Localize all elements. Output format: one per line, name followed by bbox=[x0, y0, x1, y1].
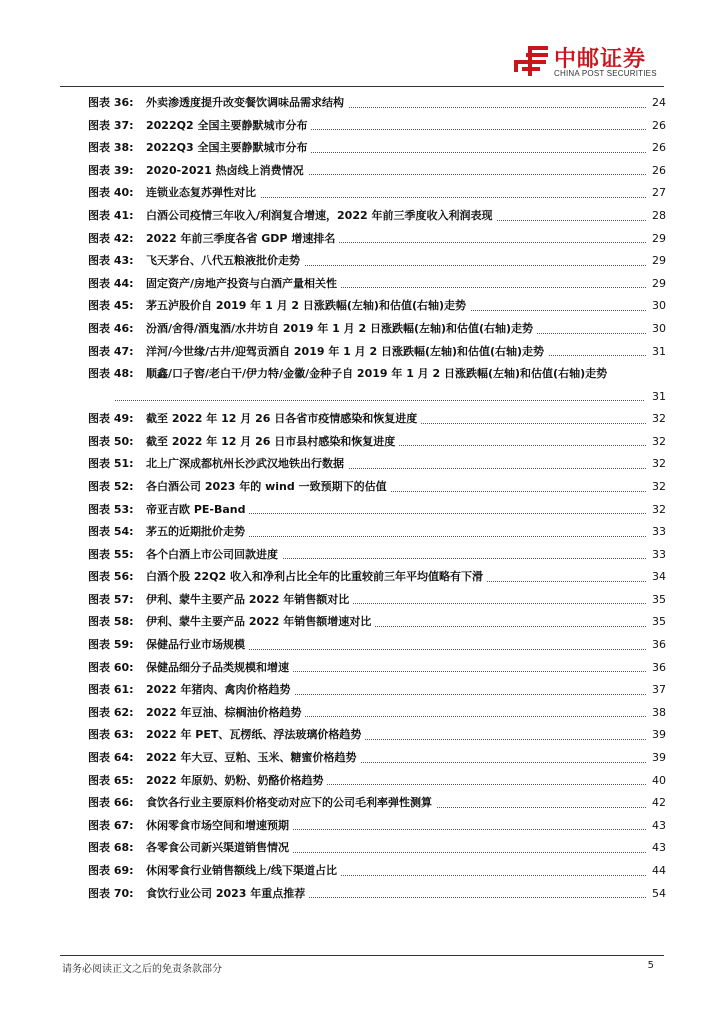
toc-entry-page: 36 bbox=[652, 660, 666, 674]
toc-entry-label: 图表 49: bbox=[88, 412, 134, 426]
toc-entry-label: 图表 52: bbox=[88, 479, 134, 493]
toc-entry-label: 图表 58: bbox=[88, 615, 134, 629]
toc-entry-label: 图表 51: bbox=[88, 457, 134, 471]
toc-entry-title-wrap bbox=[146, 521, 646, 544]
toc-entry-title-wrap bbox=[146, 544, 646, 567]
toc-entry-label: 图表 42: bbox=[88, 231, 134, 245]
toc-entry-page: 44 bbox=[652, 864, 666, 877]
toc-entry-title-wrap bbox=[146, 115, 646, 138]
toc-entry[interactable] bbox=[88, 341, 666, 364]
toc-entry-label: 图表 61: bbox=[88, 683, 134, 697]
toc-entry[interactable] bbox=[88, 273, 666, 296]
toc-entry-page: 32 bbox=[652, 479, 666, 493]
toc-entry-page: 32 bbox=[652, 502, 666, 516]
toc-entry-label: 图表 68: bbox=[88, 841, 134, 855]
toc-entry-page: 32 bbox=[652, 434, 666, 448]
toc-entry-title-wrap bbox=[146, 702, 646, 725]
toc-entry-label: 图表 41: bbox=[88, 208, 134, 222]
toc-entry-title: 休闲零食行业销售额线上/线下渠道占比 bbox=[146, 864, 341, 877]
toc-entry-page: 28 bbox=[652, 208, 666, 222]
company-logo bbox=[512, 42, 662, 82]
toc-entry-label: 图表 54: bbox=[88, 525, 134, 539]
toc-entry[interactable] bbox=[88, 544, 666, 567]
toc-entry[interactable] bbox=[88, 634, 666, 657]
toc-entry-page: 27 bbox=[652, 186, 666, 200]
toc-entry-label: 图表 55: bbox=[88, 547, 134, 561]
toc-entry-title-wrap bbox=[146, 250, 646, 273]
toc-entry-label: 图表 69: bbox=[88, 864, 134, 877]
toc-entry-title-wrap bbox=[146, 137, 646, 160]
toc-entry[interactable] bbox=[88, 318, 666, 341]
toc-entry-page: 43 bbox=[652, 841, 666, 855]
toc-entry-label: 图表 70: bbox=[88, 886, 134, 900]
toc-entry-page: 32 bbox=[652, 457, 666, 471]
toc-entry-page: 32 bbox=[652, 412, 666, 426]
toc-entry-label: 图表 60: bbox=[88, 660, 134, 674]
toc-entry-label: 图表 40: bbox=[88, 186, 134, 200]
toc-entry[interactable] bbox=[88, 363, 666, 408]
toc-entry-title: 2022 年原奶、奶粉、奶酪价格趋势 bbox=[146, 774, 327, 787]
toc-entry-title: 2022 年前三季度各省 GDP 增速排名 bbox=[146, 232, 339, 245]
toc-entry[interactable] bbox=[88, 228, 666, 251]
toc-entry[interactable] bbox=[88, 408, 666, 431]
toc-entry[interactable] bbox=[88, 521, 666, 544]
toc-entry-page: 26 bbox=[652, 163, 666, 177]
toc-entry-title: 伊利、蒙牛主要产品 2022 年销售额对比 bbox=[146, 593, 353, 606]
toc-entry-label: 图表 62: bbox=[88, 705, 134, 719]
toc-entry-title: 汾酒/舍得/酒鬼酒/水井坊自 2019 年 1 月 2 日涨跌幅(左轴)和估值(右轴)走势 bbox=[146, 322, 537, 335]
toc-entry-label: 图表 50: bbox=[88, 434, 134, 448]
toc-entry-label: 图表 66: bbox=[88, 796, 134, 810]
toc-entry-title: 2022Q2 全国主要静默城市分布 bbox=[146, 119, 311, 132]
toc-entry[interactable] bbox=[88, 182, 666, 205]
toc-entry-label: 图表 57: bbox=[88, 592, 134, 606]
toc-entry-title: 截至 2022 年 12 月 26 日市县村感染和恢复进度 bbox=[146, 435, 399, 448]
figure-index bbox=[88, 92, 666, 905]
toc-entry-title: 休闲零食市场空间和增速预期 bbox=[146, 819, 293, 832]
toc-entry-title: 白酒公司疫情三年收入/利润复合增速，2022 年前三季度收入利润表现 bbox=[146, 209, 496, 222]
toc-entry[interactable] bbox=[88, 837, 666, 860]
toc-entry-label: 图表 48: bbox=[88, 367, 134, 381]
toc-entry-title: 各个白酒上市公司回款进度 bbox=[146, 548, 282, 561]
toc-entry[interactable] bbox=[88, 770, 666, 793]
toc-entry-label: 图表 36: bbox=[88, 96, 134, 109]
toc-entry[interactable] bbox=[88, 431, 666, 454]
toc-entry-page: 29 bbox=[652, 254, 666, 268]
toc-entry-title: 北上广深成都杭州长沙武汉地铁出行数据 bbox=[146, 457, 348, 470]
toc-entry-page: 35 bbox=[652, 615, 666, 629]
toc-entry-label: 图表 63: bbox=[88, 728, 134, 742]
toc-entry-title: 茅五的近期批价走势 bbox=[146, 525, 249, 538]
toc-entry-title-wrap bbox=[146, 295, 646, 318]
toc-entry-page: 33 bbox=[652, 525, 666, 539]
toc-entry-page: 29 bbox=[652, 231, 666, 245]
toc-entry-title-wrap bbox=[146, 770, 646, 793]
toc-entry-label: 图表 53: bbox=[88, 502, 134, 516]
toc-entry-title-wrap bbox=[146, 182, 646, 205]
toc-entry[interactable] bbox=[88, 476, 666, 499]
toc-entry-label: 图表 43: bbox=[88, 254, 134, 268]
toc-entry-title: 白酒个股 22Q2 收入和净利占比全年的比重较前三年平均值略有下滑 bbox=[146, 570, 487, 583]
toc-entry-title-wrap bbox=[146, 408, 646, 431]
toc-entry[interactable] bbox=[88, 611, 666, 634]
toc-entry-title-wrap bbox=[146, 228, 646, 251]
toc-entry[interactable] bbox=[88, 883, 666, 906]
toc-entry-page: 40 bbox=[652, 773, 666, 787]
toc-entry-title: 顺鑫/口子窖/老白干/伊力特/金徽/金种子自 2019 年 1 月 2 日涨跌幅(左轴)和估值(右轴)走势 bbox=[146, 367, 611, 380]
footer-divider bbox=[60, 955, 664, 956]
toc-entry-title-wrap bbox=[146, 837, 646, 860]
toc-entry-title-wrap bbox=[146, 634, 646, 657]
toc-entry-title-wrap bbox=[146, 657, 646, 680]
toc-entry[interactable] bbox=[88, 566, 666, 589]
toc-entry-title: 2022Q3 全国主要静默城市分布 bbox=[146, 141, 311, 154]
toc-entry-page: 33 bbox=[652, 547, 666, 561]
toc-entry-title: 飞天茅台、八代五粮液批价走势 bbox=[146, 254, 304, 267]
toc-entry-label: 图表 44: bbox=[88, 276, 134, 290]
toc-entry-label: 图表 56: bbox=[88, 570, 134, 584]
toc-entry-page: 31 bbox=[652, 389, 666, 403]
toc-entry-title-wrap bbox=[146, 318, 646, 341]
toc-entry-page: 39 bbox=[652, 728, 666, 742]
toc-entry-title: 固定资产/房地产投资与白酒产量相关性 bbox=[146, 277, 341, 290]
toc-entry-title: 伊利、蒙牛主要产品 2022 年销售额增速对比 bbox=[146, 615, 375, 628]
toc-entry-label: 图表 38: bbox=[88, 141, 134, 155]
toc-entry-title: 2022 年豆油、棕榈油价格趋势 bbox=[146, 706, 305, 719]
toc-entry[interactable] bbox=[88, 679, 666, 702]
toc-entry-page: 29 bbox=[652, 276, 666, 290]
toc-entry-title: 洋河/今世缘/古井/迎驾贡酒自 2019 年 1 月 2 日涨跌幅(左轴)和估值(右轴)走势 bbox=[146, 345, 548, 358]
toc-entry-title: 截至 2022 年 12 月 26 日各省市疫情感染和恢复进度 bbox=[146, 412, 421, 425]
toc-entry[interactable] bbox=[88, 160, 666, 183]
toc-entry-title-wrap bbox=[146, 363, 666, 386]
toc-entry[interactable] bbox=[88, 589, 666, 612]
toc-entry-title: 茅五泸股价自 2019 年 1 月 2 日涨跌幅(左轴)和估值(右轴)走势 bbox=[146, 299, 470, 312]
toc-entry-title: 2020-2021 热卤线上消费情况 bbox=[146, 164, 308, 177]
toc-entry-page: 42 bbox=[652, 796, 666, 810]
toc-entry-label: 图表 39: bbox=[88, 163, 134, 177]
toc-entry[interactable] bbox=[88, 860, 666, 883]
toc-entry[interactable] bbox=[88, 792, 666, 815]
toc-entry-title-wrap bbox=[146, 883, 646, 906]
toc-entry-title: 帝亚吉欧 PE-Band bbox=[146, 503, 249, 516]
header-divider bbox=[60, 86, 664, 87]
toc-entry-page: 39 bbox=[652, 751, 666, 765]
toc-entry-label: 图表 64: bbox=[88, 751, 134, 765]
china-post-logo-icon bbox=[512, 44, 550, 78]
toc-entry[interactable] bbox=[88, 702, 666, 725]
toc-entry[interactable] bbox=[88, 92, 666, 115]
logo-english-text: CHINA POST SECURITIES bbox=[554, 69, 657, 78]
toc-entry-title: 食饮行业公司 2023 年重点推荐 bbox=[146, 887, 309, 900]
toc-entry[interactable] bbox=[88, 453, 666, 476]
toc-entry[interactable] bbox=[88, 657, 666, 680]
toc-entry-page: 38 bbox=[652, 705, 666, 719]
toc-entry-page: 24 bbox=[652, 96, 666, 109]
toc-entry-title: 连锁业态复苏弹性对比 bbox=[146, 186, 260, 199]
toc-entry-title: 各零食公司新兴渠道销售情况 bbox=[146, 841, 293, 854]
toc-entry-page: 31 bbox=[652, 344, 666, 358]
toc-entry-title: 保健品细分子品类规模和增速 bbox=[146, 661, 293, 674]
toc-entry-title-wrap bbox=[146, 453, 646, 476]
toc-entry-page: 37 bbox=[652, 683, 666, 697]
toc-entry-title-wrap bbox=[146, 747, 646, 770]
toc-entry-title: 2022 年 PET、瓦楞纸、浮法玻璃价格趋势 bbox=[146, 728, 365, 741]
toc-entry-page: 43 bbox=[652, 818, 666, 832]
toc-entry-title-wrap bbox=[146, 499, 646, 522]
toc-entry-title-wrap bbox=[146, 589, 646, 612]
toc-entry-page: 34 bbox=[652, 570, 666, 584]
toc-entry-label: 图表 67: bbox=[88, 818, 134, 832]
toc-entry[interactable] bbox=[88, 815, 666, 838]
toc-entry-title-wrap bbox=[146, 160, 646, 183]
toc-entry-label: 图表 59: bbox=[88, 638, 134, 652]
toc-entry-title-wrap bbox=[146, 679, 646, 702]
toc-entry-title-wrap bbox=[146, 815, 646, 838]
toc-entry[interactable] bbox=[88, 295, 666, 318]
toc-entry[interactable] bbox=[88, 205, 666, 228]
toc-entry-title: 各白酒公司 2023 年的 wind 一致预期下的估值 bbox=[146, 480, 391, 493]
toc-entry-page: 54 bbox=[652, 886, 666, 900]
toc-entry-title: 食饮各行业主要原料价格变动对应下的公司毛利率弹性测算 bbox=[146, 796, 436, 809]
toc-entry-title-wrap bbox=[146, 611, 646, 634]
toc-entry-label: 图表 45: bbox=[88, 299, 134, 313]
toc-entry-title: 外卖渗透度提升改变餐饮调味品需求结构 bbox=[146, 96, 348, 109]
toc-entry-title: 2022 年大豆、豆粕、玉米、糖蜜价格趋势 bbox=[146, 751, 360, 764]
toc-entry-label: 图表 65: bbox=[88, 773, 134, 787]
toc-entry-title-wrap bbox=[146, 431, 646, 454]
toc-entry-label: 图表 46: bbox=[88, 321, 134, 335]
toc-entry-title: 2022 年猪肉、禽肉价格趋势 bbox=[146, 683, 294, 696]
toc-entry-title-wrap bbox=[146, 92, 646, 115]
toc-entry-label: 图表 37: bbox=[88, 118, 134, 132]
toc-entry[interactable] bbox=[88, 499, 666, 522]
toc-entry-title-wrap bbox=[146, 205, 646, 228]
toc-entry-page: 35 bbox=[652, 592, 666, 606]
page-number: 5 bbox=[647, 960, 654, 971]
toc-entry-page: 30 bbox=[652, 299, 666, 313]
toc-entry-title-wrap bbox=[146, 341, 646, 364]
toc-entry-page: 26 bbox=[652, 141, 666, 155]
toc-entry-title-wrap bbox=[146, 724, 646, 747]
toc-entry-page: 30 bbox=[652, 321, 666, 335]
toc-entry-page: 26 bbox=[652, 118, 666, 132]
toc-entry-title-wrap bbox=[146, 860, 646, 883]
toc-entry[interactable] bbox=[88, 137, 666, 160]
toc-entry-title-wrap bbox=[146, 566, 646, 589]
logo-chinese-text: 中邮证券 bbox=[554, 47, 647, 72]
toc-entry-page: 36 bbox=[652, 638, 666, 652]
toc-entry[interactable] bbox=[88, 115, 666, 138]
toc-entry-title-wrap bbox=[146, 792, 646, 815]
toc-entry-leader bbox=[115, 386, 646, 409]
footer-disclaimer: 请务必阅读正文之后的免责条款部分 bbox=[62, 964, 222, 975]
toc-entry[interactable] bbox=[88, 250, 666, 273]
toc-entry-title-wrap bbox=[146, 476, 646, 499]
toc-entry-title-wrap bbox=[146, 273, 646, 296]
toc-entry-label: 图表 47: bbox=[88, 344, 134, 358]
toc-entry[interactable] bbox=[88, 747, 666, 770]
toc-entry-title: 保健品行业市场规模 bbox=[146, 638, 249, 651]
toc-entry[interactable] bbox=[88, 724, 666, 747]
